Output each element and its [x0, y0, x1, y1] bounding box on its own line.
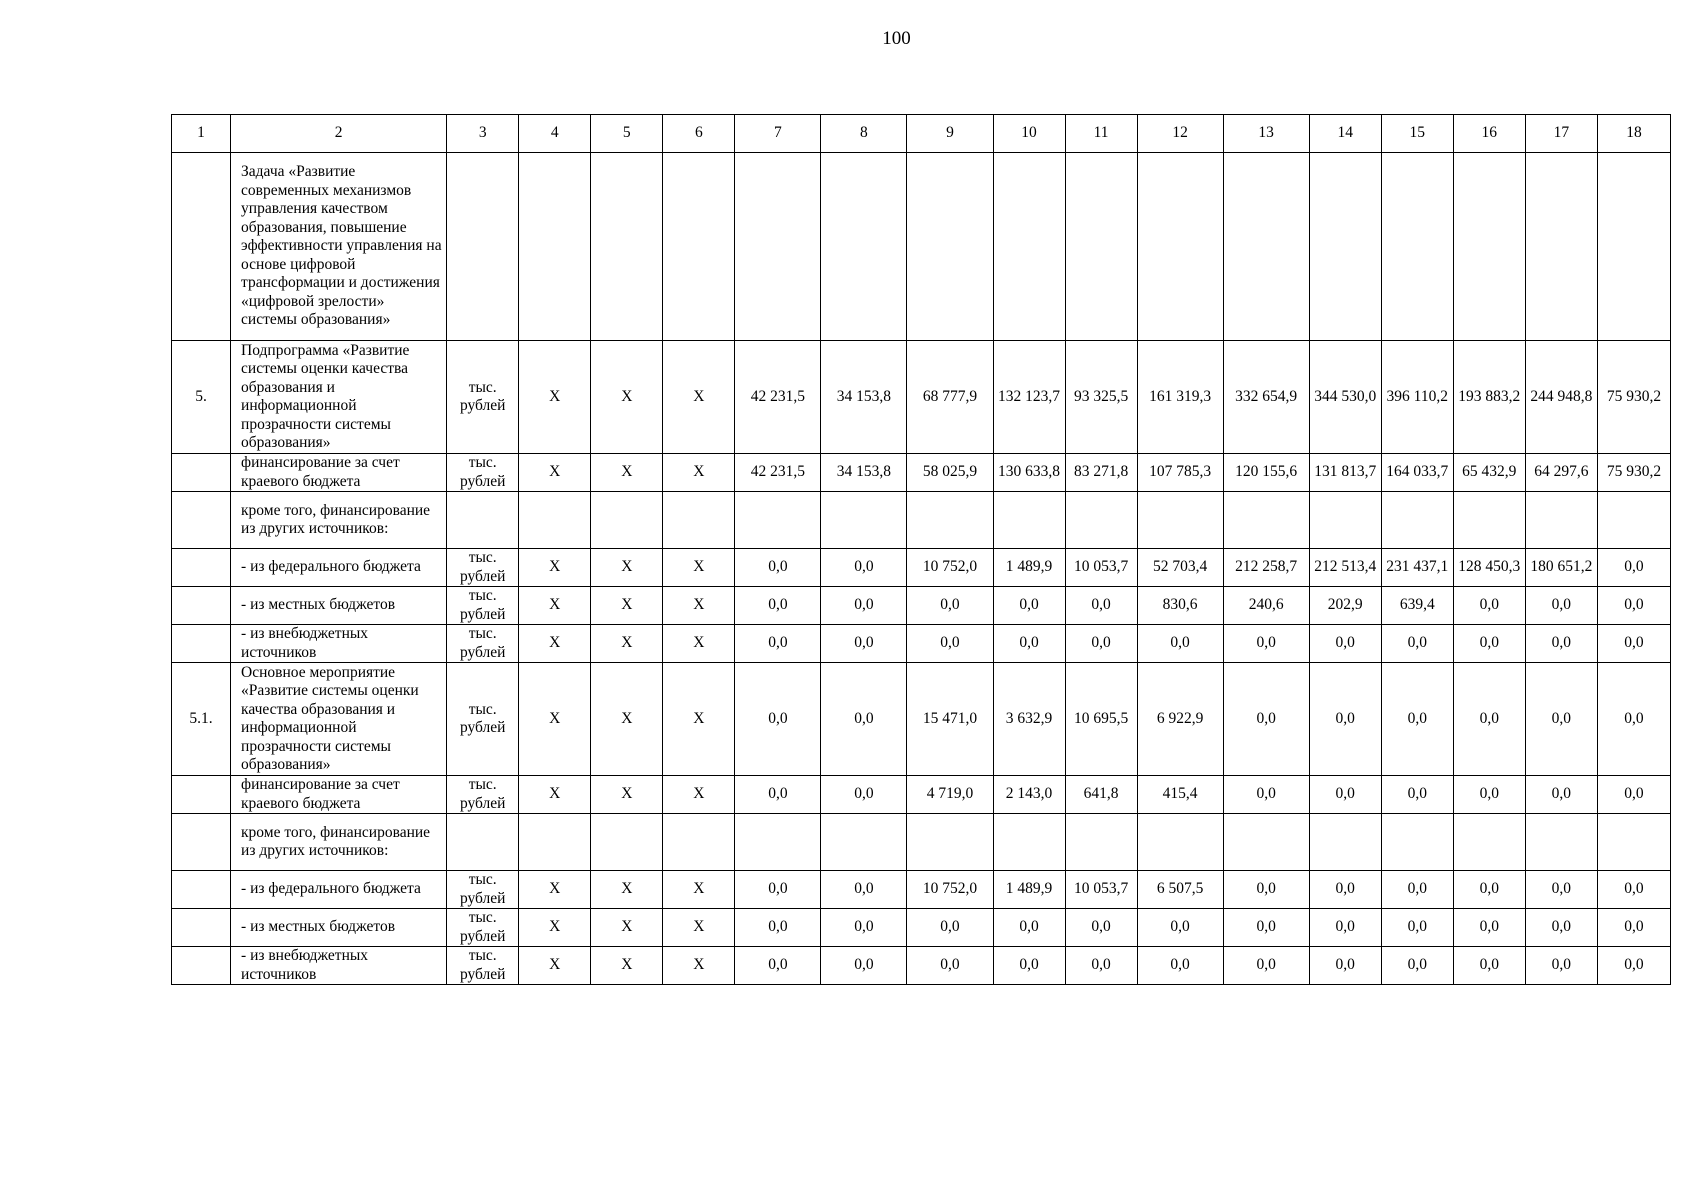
value-cell: 0,0 [1453, 587, 1525, 625]
column-number-5: 5 [591, 115, 663, 153]
value-cell: Х [663, 909, 735, 947]
value-cell: 0,0 [1525, 947, 1597, 985]
value-cell: 3 632,9 [993, 663, 1065, 776]
row-name-cell: финансирование за счет краевого бюджета [231, 776, 447, 814]
value-cell: 212 513,4 [1309, 549, 1381, 587]
unit-cell: тыс. рублей [447, 947, 519, 985]
value-cell [1065, 814, 1137, 871]
value-cell: 0,0 [1223, 776, 1309, 814]
value-cell: 34 153,8 [821, 341, 907, 454]
value-cell: Х [591, 625, 663, 663]
table-row [172, 492, 1671, 549]
value-cell: 0,0 [821, 549, 907, 587]
value-cell: 0,0 [1309, 663, 1381, 776]
value-cell: 1 489,9 [993, 549, 1065, 587]
value-cell: 0,0 [1453, 625, 1525, 663]
value-cell: 0,0 [1309, 947, 1381, 985]
row-number-cell [172, 814, 231, 871]
value-cell: 0,0 [1453, 909, 1525, 947]
unit-cell: тыс. рублей [447, 587, 519, 625]
value-cell: 58 025,9 [907, 454, 993, 492]
value-cell: Х [519, 947, 591, 985]
value-cell: 0,0 [1137, 625, 1223, 663]
value-cell: 68 777,9 [907, 341, 993, 454]
table-row [172, 587, 1671, 625]
value-cell [1065, 492, 1137, 549]
unit-cell [447, 814, 519, 871]
value-cell: 0,0 [821, 776, 907, 814]
value-cell: Х [663, 947, 735, 985]
value-cell [519, 153, 591, 341]
value-cell [735, 814, 821, 871]
value-cell: 42 231,5 [735, 341, 821, 454]
value-cell [1309, 492, 1381, 549]
value-cell: 131 813,7 [1309, 454, 1381, 492]
column-number-2: 2 [231, 115, 447, 153]
value-cell: 0,0 [993, 625, 1065, 663]
row-name-cell: - из федерального бюджета [231, 549, 447, 587]
value-cell [1223, 492, 1309, 549]
table-row [172, 549, 1671, 587]
value-cell: 0,0 [907, 587, 993, 625]
value-cell [1597, 492, 1670, 549]
value-cell: 0,0 [1223, 947, 1309, 985]
row-name-cell: финансирование за счет краевого бюджета [231, 454, 447, 492]
value-cell: Х [663, 587, 735, 625]
value-cell: 332 654,9 [1223, 341, 1309, 454]
value-cell: 0,0 [1065, 909, 1137, 947]
value-cell: 0,0 [1597, 909, 1670, 947]
value-cell: Х [591, 587, 663, 625]
value-cell [1381, 153, 1453, 341]
row-number-cell: 5. [172, 341, 231, 454]
value-cell: 0,0 [1597, 549, 1670, 587]
value-cell: 0,0 [735, 947, 821, 985]
value-cell [663, 153, 735, 341]
value-cell: 0,0 [993, 587, 1065, 625]
value-cell: 75 930,2 [1597, 454, 1670, 492]
row-name-cell: Основное мероприятие «Развитие системы оценки качества образования и информационной прозрачности системы образования» [231, 663, 447, 776]
value-cell: 128 450,3 [1453, 549, 1525, 587]
unit-cell: тыс. рублей [447, 454, 519, 492]
row-name-cell: - из местных бюджетов [231, 909, 447, 947]
value-cell: 0,0 [1525, 663, 1597, 776]
value-cell [1453, 492, 1525, 549]
value-cell: 93 325,5 [1065, 341, 1137, 454]
row-number-cell [172, 776, 231, 814]
value-cell [1309, 814, 1381, 871]
value-cell: 0,0 [735, 663, 821, 776]
value-cell: Х [591, 454, 663, 492]
column-number-14: 14 [1309, 115, 1381, 153]
value-cell: Х [519, 587, 591, 625]
value-cell: 0,0 [1597, 663, 1670, 776]
table-row [172, 814, 1671, 871]
row-number-cell [172, 153, 231, 341]
column-number-12: 12 [1137, 115, 1223, 153]
value-cell: 0,0 [1381, 871, 1453, 909]
row-number-cell [172, 947, 231, 985]
value-cell: 0,0 [1065, 625, 1137, 663]
value-cell: 0,0 [735, 909, 821, 947]
value-cell: Х [591, 871, 663, 909]
value-cell [735, 492, 821, 549]
value-cell: 193 883,2 [1453, 341, 1525, 454]
value-cell [663, 814, 735, 871]
value-cell: 0,0 [735, 549, 821, 587]
value-cell: Х [663, 549, 735, 587]
row-number-cell [172, 492, 231, 549]
value-cell: 0,0 [821, 625, 907, 663]
value-cell: 244 948,8 [1525, 341, 1597, 454]
value-cell: Х [519, 341, 591, 454]
value-cell: 240,6 [1223, 587, 1309, 625]
value-cell [519, 492, 591, 549]
table-row [172, 947, 1671, 985]
value-cell: 10 752,0 [907, 871, 993, 909]
value-cell [1381, 814, 1453, 871]
value-cell: Х [519, 871, 591, 909]
value-cell: Х [663, 454, 735, 492]
value-cell: 0,0 [1525, 909, 1597, 947]
value-cell: 0,0 [1597, 871, 1670, 909]
value-cell [1137, 814, 1223, 871]
value-cell: 344 530,0 [1309, 341, 1381, 454]
value-cell [1065, 153, 1137, 341]
value-cell: 130 633,8 [993, 454, 1065, 492]
value-cell [1453, 814, 1525, 871]
value-cell: 0,0 [1453, 776, 1525, 814]
value-cell: 396 110,2 [1381, 341, 1453, 454]
row-name-cell: кроме того, финансирование из других источников: [231, 814, 447, 871]
unit-cell: тыс. рублей [447, 776, 519, 814]
value-cell [907, 153, 993, 341]
value-cell: Х [663, 341, 735, 454]
value-cell: Х [519, 776, 591, 814]
value-cell: 0,0 [735, 625, 821, 663]
value-cell: 0,0 [1137, 909, 1223, 947]
value-cell [591, 153, 663, 341]
row-name-cell: - из местных бюджетов [231, 587, 447, 625]
value-cell: 0,0 [907, 909, 993, 947]
value-cell: 0,0 [1309, 909, 1381, 947]
value-cell: 10 053,7 [1065, 549, 1137, 587]
value-cell: Х [663, 776, 735, 814]
table-row [172, 454, 1671, 492]
value-cell: Х [591, 776, 663, 814]
column-number-7: 7 [735, 115, 821, 153]
value-cell [821, 492, 907, 549]
value-cell [591, 492, 663, 549]
value-cell: 0,0 [1381, 663, 1453, 776]
value-cell: 42 231,5 [735, 454, 821, 492]
value-cell [1597, 153, 1670, 341]
value-cell: Х [591, 341, 663, 454]
value-cell [1453, 153, 1525, 341]
value-cell: 0,0 [1381, 909, 1453, 947]
column-number-6: 6 [663, 115, 735, 153]
value-cell [663, 492, 735, 549]
value-cell: 0,0 [1597, 625, 1670, 663]
value-cell [821, 814, 907, 871]
value-cell: 83 271,8 [1065, 454, 1137, 492]
value-cell: 0,0 [1453, 871, 1525, 909]
value-cell: 0,0 [735, 587, 821, 625]
value-cell: 0,0 [1223, 871, 1309, 909]
value-cell: 0,0 [1065, 947, 1137, 985]
value-cell [519, 814, 591, 871]
value-cell: 0,0 [1381, 776, 1453, 814]
value-cell: 75 930,2 [1597, 341, 1670, 454]
value-cell: 212 258,7 [1223, 549, 1309, 587]
value-cell: 0,0 [1597, 947, 1670, 985]
row-number-cell [172, 549, 231, 587]
value-cell: 120 155,6 [1223, 454, 1309, 492]
table-row [172, 625, 1671, 663]
unit-cell: тыс. рублей [447, 871, 519, 909]
value-cell: 0,0 [821, 909, 907, 947]
value-cell: Х [663, 663, 735, 776]
value-cell: Х [663, 625, 735, 663]
column-number-11: 11 [1065, 115, 1137, 153]
value-cell: 0,0 [1597, 587, 1670, 625]
table-row [172, 871, 1671, 909]
value-cell: 0,0 [1525, 871, 1597, 909]
value-cell [735, 153, 821, 341]
value-cell: 0,0 [1381, 947, 1453, 985]
value-cell: Х [519, 549, 591, 587]
value-cell: 52 703,4 [1137, 549, 1223, 587]
column-number-1: 1 [172, 115, 231, 153]
value-cell: 0,0 [735, 871, 821, 909]
value-cell: 830,6 [1137, 587, 1223, 625]
column-number-16: 16 [1453, 115, 1525, 153]
value-cell [993, 153, 1065, 341]
row-name-cell: - из внебюджетных источников [231, 625, 447, 663]
value-cell: 0,0 [907, 625, 993, 663]
value-cell: 10 695,5 [1065, 663, 1137, 776]
value-cell: Х [591, 549, 663, 587]
value-cell: 639,4 [1381, 587, 1453, 625]
page-number: 100 [882, 28, 911, 49]
row-number-cell [172, 909, 231, 947]
row-number-cell [172, 871, 231, 909]
value-cell: Х [519, 454, 591, 492]
column-number-3: 3 [447, 115, 519, 153]
value-cell: 0,0 [1597, 776, 1670, 814]
unit-cell: тыс. рублей [447, 625, 519, 663]
unit-cell [447, 153, 519, 341]
value-cell: 2 143,0 [993, 776, 1065, 814]
value-cell: 0,0 [1309, 625, 1381, 663]
value-cell: Х [519, 909, 591, 947]
value-cell: 0,0 [1525, 776, 1597, 814]
budget-table [171, 114, 1671, 985]
row-name-cell: Подпрограмма «Развитие системы оценки качества образования и информационной прозрачности системы образования» [231, 341, 447, 454]
value-cell: 0,0 [907, 947, 993, 985]
value-cell: 10 053,7 [1065, 871, 1137, 909]
value-cell [907, 814, 993, 871]
value-cell: 15 471,0 [907, 663, 993, 776]
value-cell: 0,0 [735, 776, 821, 814]
value-cell: 231 437,1 [1381, 549, 1453, 587]
table-row [172, 663, 1671, 776]
value-cell [1525, 814, 1597, 871]
value-cell: 0,0 [1309, 776, 1381, 814]
value-cell: 4 719,0 [907, 776, 993, 814]
value-cell: Х [591, 909, 663, 947]
value-cell [1525, 153, 1597, 341]
value-cell [1309, 153, 1381, 341]
value-cell: 0,0 [821, 947, 907, 985]
row-number-cell [172, 587, 231, 625]
value-cell: 202,9 [1309, 587, 1381, 625]
table-row [172, 341, 1671, 454]
value-cell: 0,0 [1453, 663, 1525, 776]
column-number-9: 9 [907, 115, 993, 153]
column-number-10: 10 [993, 115, 1065, 153]
value-cell: 0,0 [1309, 871, 1381, 909]
row-name-cell: Задача «Развитие современных механизмов управления качеством образования, повышение эффективности управления на основе цифровой трансформации и достижения «цифровой зрелости» системы образования» [231, 153, 447, 341]
row-name-cell: - из федерального бюджета [231, 871, 447, 909]
table-row [172, 776, 1671, 814]
value-cell [1597, 814, 1670, 871]
table-header-row [172, 115, 1671, 153]
value-cell: 641,8 [1065, 776, 1137, 814]
value-cell [1381, 492, 1453, 549]
value-cell: Х [519, 625, 591, 663]
value-cell [1137, 492, 1223, 549]
value-cell: 10 752,0 [907, 549, 993, 587]
value-cell: 0,0 [1223, 663, 1309, 776]
column-number-17: 17 [1525, 115, 1597, 153]
table-row [172, 909, 1671, 947]
column-number-8: 8 [821, 115, 907, 153]
value-cell: 0,0 [1223, 909, 1309, 947]
unit-cell [447, 492, 519, 549]
row-number-cell [172, 625, 231, 663]
value-cell: Х [663, 871, 735, 909]
value-cell: 0,0 [1453, 947, 1525, 985]
value-cell [993, 814, 1065, 871]
value-cell: 107 785,3 [1137, 454, 1223, 492]
value-cell: 65 432,9 [1453, 454, 1525, 492]
value-cell: 0,0 [821, 871, 907, 909]
value-cell: 6 922,9 [1137, 663, 1223, 776]
value-cell: 0,0 [993, 909, 1065, 947]
value-cell [591, 814, 663, 871]
value-cell: 0,0 [993, 947, 1065, 985]
value-cell: 1 489,9 [993, 871, 1065, 909]
value-cell: 0,0 [1137, 947, 1223, 985]
value-cell: 0,0 [1525, 587, 1597, 625]
value-cell: 0,0 [821, 663, 907, 776]
value-cell: 415,4 [1137, 776, 1223, 814]
value-cell: 0,0 [1223, 625, 1309, 663]
value-cell: 164 033,7 [1381, 454, 1453, 492]
value-cell: Х [591, 663, 663, 776]
value-cell [907, 492, 993, 549]
row-number-cell: 5.1. [172, 663, 231, 776]
value-cell [1137, 153, 1223, 341]
value-cell [1223, 814, 1309, 871]
column-number-18: 18 [1597, 115, 1670, 153]
unit-cell: тыс. рублей [447, 909, 519, 947]
row-name-cell: - из внебюджетных источников [231, 947, 447, 985]
row-number-cell [172, 454, 231, 492]
value-cell: Х [519, 663, 591, 776]
value-cell: 0,0 [1065, 587, 1137, 625]
value-cell: 0,0 [1381, 625, 1453, 663]
column-number-4: 4 [519, 115, 591, 153]
unit-cell: тыс. рублей [447, 549, 519, 587]
value-cell: 180 651,2 [1525, 549, 1597, 587]
row-name-cell: кроме того, финансирование из других источников: [231, 492, 447, 549]
unit-cell: тыс. рублей [447, 341, 519, 454]
value-cell [993, 492, 1065, 549]
table-row [172, 153, 1671, 341]
value-cell: Х [591, 947, 663, 985]
value-cell: 34 153,8 [821, 454, 907, 492]
value-cell: 0,0 [1525, 625, 1597, 663]
value-cell: 161 319,3 [1137, 341, 1223, 454]
value-cell: 64 297,6 [1525, 454, 1597, 492]
value-cell: 6 507,5 [1137, 871, 1223, 909]
value-cell [821, 153, 907, 341]
unit-cell: тыс. рублей [447, 663, 519, 776]
column-number-13: 13 [1223, 115, 1309, 153]
value-cell: 0,0 [821, 587, 907, 625]
value-cell [1223, 153, 1309, 341]
value-cell: 132 123,7 [993, 341, 1065, 454]
value-cell [1525, 492, 1597, 549]
column-number-15: 15 [1381, 115, 1453, 153]
